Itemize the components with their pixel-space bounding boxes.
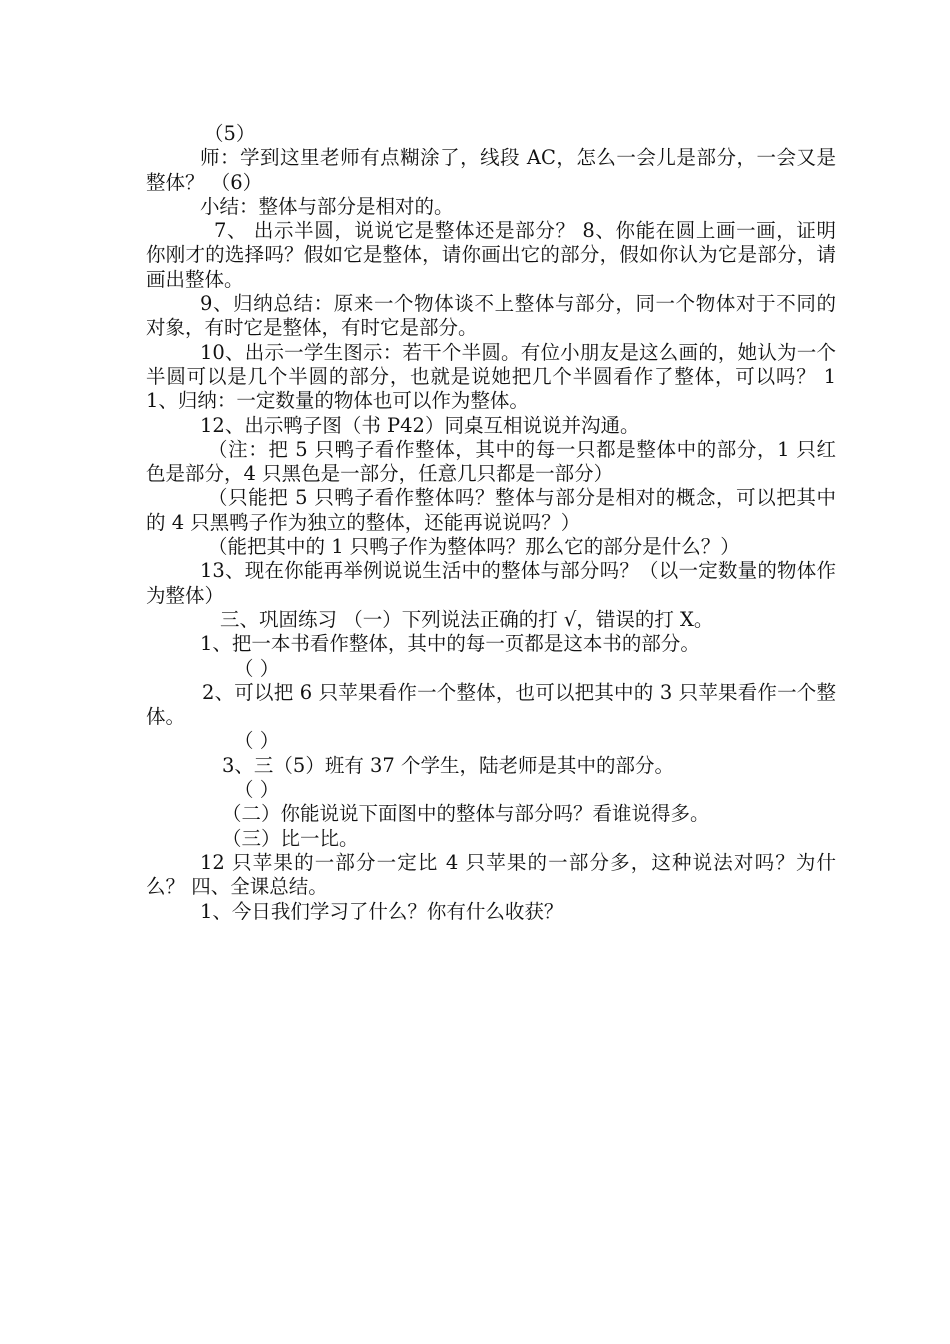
paragraph-step-12: 12、出示鸭子图（书 P42）同桌互相说说并沟通。	[200, 413, 640, 437]
paragraph-step-10-11: 10、出示一学生图示：若干个半圆。有位小朋友是这么画的，她认为一个半圆可以是几个半圆的部分，也就是说她把几个半圆看作了整体，可以吗？ 11、归纳：一定数量的物体也可以作为整体。	[146, 340, 836, 413]
exercise-part-3: （三）比一比。	[222, 826, 359, 850]
exercise-item-3: 3、三（5）班有 37 个学生，陆老师是其中的部分。	[222, 753, 675, 777]
paragraph-question-one-duck: （能把其中的 1 只鸭子作为整体吗？那么它的部分是什么？）	[208, 535, 740, 559]
paragraph-question-ducks: （只能把 5 只鸭子看作整体吗？整体与部分是相对的概念，可以把其中的 4 只黑鸭子作为独立的整体，还能再说说吗？）	[146, 486, 836, 534]
section-heading-practice: 三、巩固练习 （一）下列说法正确的打 √，错误的打 X。	[220, 607, 714, 631]
exercise-item-1: 1、把一本书看作整体，其中的每一页都是这本书的部分。	[200, 632, 700, 656]
paragraph-summary: 小结：整体与部分是相对的。	[200, 194, 454, 218]
paragraph-marker-5: （5）	[204, 122, 256, 145]
paragraph-step-7-8: 7、 出示半圆，说说它是整体还是部分？ 8、你能在圆上画一画，证明你刚才的选择吗？假如它是整体，请你画出它的部分，假如你认为它是部分，请画出整体。	[146, 219, 836, 291]
exercise-part-2: （二）你能说说下面图中的整体与部分吗？看谁说得多。	[222, 802, 710, 826]
paragraph-teacher-question: 师：学到这里老师有点糊涂了，线段 AC，怎么一会儿是部分，一会又是整体？ （6）	[146, 146, 836, 194]
paragraph-step-9: 9、归纳总结：原来一个物体谈不上整体与部分，同一个物体对于不同的对象，有时它是整体，有时它是部分。	[146, 292, 836, 340]
exercise-item-2: 2、可以把 6 只苹果看作一个整体，也可以把其中的 3 只苹果看作一个整体。	[146, 680, 836, 729]
paragraph-note: （注：把 5 只鸭子看作整体，其中的每一只都是整体中的部分，1 只红色是部分，4 只黑色是一部分，任意几只都是一部分）	[146, 437, 836, 486]
answer-blank-3: （ ）	[234, 778, 280, 802]
document-body	[146, 122, 836, 924]
answer-blank-1: （ ）	[234, 656, 280, 680]
answer-blank-2: （ ）	[234, 729, 280, 753]
paragraph-review-question: 1、今日我们学习了什么？你有什么收获？	[200, 899, 564, 923]
paragraph-step-13: 13、现在你能再举例说说生活中的整体与部分吗？（以一定数量的物体作为整体）	[146, 559, 836, 607]
paragraph-compare-apples: 12 只苹果的一部分一定比 4 只苹果的一部分多，这种说法对吗？为什么？ 四、全课总结。	[146, 850, 836, 899]
